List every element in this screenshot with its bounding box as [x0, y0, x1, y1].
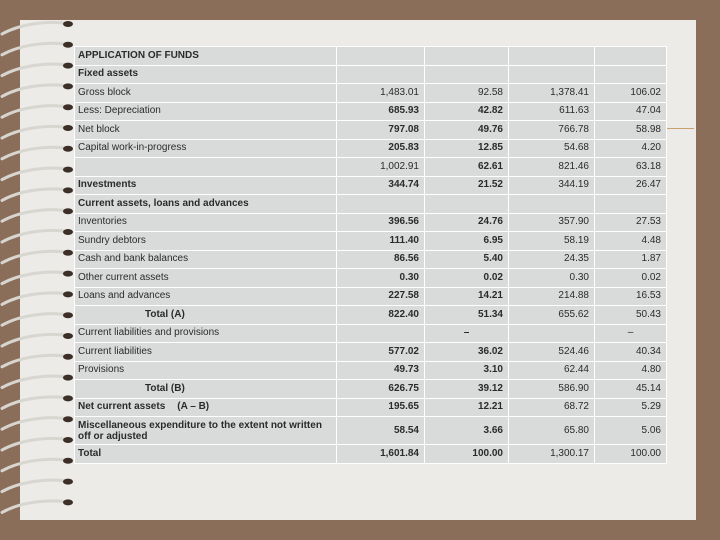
- spiral-hole: [63, 63, 73, 69]
- value-cell: [337, 195, 425, 214]
- row-label: Current assets, loans and advances: [75, 195, 337, 214]
- value-cell: 766.78: [509, 121, 595, 140]
- spiral-ring: [2, 334, 70, 346]
- spiral-hole: [63, 499, 73, 505]
- table-row: [75, 232, 667, 251]
- value-cell: 3.66: [425, 417, 509, 445]
- value-cell: 47.04: [595, 102, 667, 121]
- spiral-ring: [2, 22, 70, 34]
- value-cell: 58.98: [595, 121, 667, 140]
- row-label: APPLICATION OF FUNDS: [75, 47, 337, 66]
- row-label: Less: Depreciation: [75, 102, 337, 121]
- value-cell: 45.14: [595, 380, 667, 399]
- value-cell: 63.18: [595, 158, 667, 177]
- table-row: [75, 324, 667, 343]
- row-label: Current liabilities and provisions: [75, 324, 337, 343]
- value-cell: 58.19: [509, 232, 595, 251]
- value-cell: [509, 324, 595, 343]
- value-cell: 26.47: [595, 176, 667, 195]
- table-row: [75, 417, 667, 445]
- spiral-hole: [63, 21, 73, 27]
- row-label: Other current assets: [75, 269, 337, 288]
- spiral-hole: [63, 458, 73, 464]
- value-cell: 100.00: [595, 445, 667, 464]
- value-cell: [509, 195, 595, 214]
- spiral-hole: [63, 479, 73, 485]
- value-cell: 1,300.17: [509, 445, 595, 464]
- table-row: [75, 47, 667, 66]
- value-cell: 27.53: [595, 213, 667, 232]
- spiral-hole: [63, 104, 73, 110]
- spiral-hole: [63, 187, 73, 193]
- spiral-ring: [2, 251, 70, 263]
- value-cell: [509, 65, 595, 84]
- value-cell: 106.02: [595, 84, 667, 103]
- row-label: Net block: [75, 121, 337, 140]
- value-cell: 16.53: [595, 287, 667, 306]
- table-row: [75, 361, 667, 380]
- spiral-hole: [63, 83, 73, 89]
- spiral-hole: [63, 229, 73, 235]
- spiral-ring: [2, 355, 70, 367]
- row-label: Net current assets (A – B): [75, 398, 337, 417]
- value-cell: [337, 47, 425, 66]
- value-cell: 4.20: [595, 139, 667, 158]
- value-cell: 54.68: [509, 139, 595, 158]
- value-cell: 5.29: [595, 398, 667, 417]
- row-label: Current liabilities: [75, 343, 337, 362]
- accent-line: [664, 128, 694, 129]
- table-row: [75, 158, 667, 177]
- value-cell: 0.30: [337, 269, 425, 288]
- table-row: [75, 213, 667, 232]
- table-row: [75, 84, 667, 103]
- value-cell: 611.63: [509, 102, 595, 121]
- spiral-hole: [63, 375, 73, 381]
- row-label: Gross block: [75, 84, 337, 103]
- value-cell: 58.54: [337, 417, 425, 445]
- spiral-ring: [2, 106, 70, 118]
- spiral-ring: [2, 147, 70, 159]
- row-label: Loans and advances: [75, 287, 337, 306]
- spiral-ring: [2, 168, 70, 180]
- value-cell: 0.02: [425, 269, 509, 288]
- value-cell: 3.10: [425, 361, 509, 380]
- value-cell: 1,483.01: [337, 84, 425, 103]
- value-cell: 24.76: [425, 213, 509, 232]
- value-cell: 822.40: [337, 306, 425, 325]
- value-cell: 0.30: [509, 269, 595, 288]
- value-cell: 62.44: [509, 361, 595, 380]
- spiral-ring: [2, 314, 70, 326]
- value-cell: 1,002.91: [337, 158, 425, 177]
- row-label: Fixed assets: [75, 65, 337, 84]
- spiral-ring: [2, 189, 70, 201]
- value-cell: 214.88: [509, 287, 595, 306]
- table-row: [75, 380, 667, 399]
- value-cell: 821.46: [509, 158, 595, 177]
- row-label: Total (A): [75, 306, 337, 325]
- spiral-ring: [2, 397, 70, 409]
- value-cell: 586.90: [509, 380, 595, 399]
- value-cell: 62.61: [425, 158, 509, 177]
- value-cell: 205.83: [337, 139, 425, 158]
- value-cell: 4.48: [595, 232, 667, 251]
- row-label: Total: [75, 445, 337, 464]
- row-label: [75, 158, 337, 177]
- spiral-ring: [2, 85, 70, 97]
- value-cell: 65.80: [509, 417, 595, 445]
- spiral-hole: [63, 42, 73, 48]
- value-cell: 14.21: [425, 287, 509, 306]
- spiral-hole: [63, 354, 73, 360]
- value-cell: [595, 65, 667, 84]
- row-label: Capital work-in-progress: [75, 139, 337, 158]
- spiral-hole: [63, 312, 73, 318]
- value-cell: 577.02: [337, 343, 425, 362]
- value-cell: [425, 195, 509, 214]
- value-cell: 626.75: [337, 380, 425, 399]
- spiral-ring: [2, 64, 70, 76]
- spiral-ring: [2, 230, 70, 242]
- value-cell: 36.02: [425, 343, 509, 362]
- value-cell: 6.95: [425, 232, 509, 251]
- value-cell: [425, 65, 509, 84]
- value-cell: 39.12: [425, 380, 509, 399]
- table-row: [75, 195, 667, 214]
- value-cell: 40.34: [595, 343, 667, 362]
- value-cell: 1.87: [595, 250, 667, 269]
- value-cell: [337, 324, 425, 343]
- value-cell: 4.80: [595, 361, 667, 380]
- value-cell: 49.73: [337, 361, 425, 380]
- row-label: Investments: [75, 176, 337, 195]
- table-row: [75, 445, 667, 464]
- spiral-ring: [2, 501, 70, 513]
- value-cell: 49.76: [425, 121, 509, 140]
- spiral-hole: [63, 250, 73, 256]
- spiral-hole: [63, 395, 73, 401]
- table-row: [75, 102, 667, 121]
- table-row: [75, 65, 667, 84]
- row-label: Total (B): [75, 380, 337, 399]
- spiral-hole: [63, 167, 73, 173]
- value-cell: [595, 47, 667, 66]
- spiral-ring: [2, 480, 70, 492]
- value-cell: [337, 65, 425, 84]
- spiral-ring: [2, 272, 70, 284]
- spiral-ring: [2, 376, 70, 388]
- spiral-hole: [63, 146, 73, 152]
- table-row: [75, 176, 667, 195]
- value-cell: 50.43: [595, 306, 667, 325]
- spiral-ring: [2, 418, 70, 430]
- table-row: [75, 250, 667, 269]
- table-row: [75, 287, 667, 306]
- value-cell: [595, 195, 667, 214]
- value-cell: [509, 47, 595, 66]
- value-cell: 1,601.84: [337, 445, 425, 464]
- spiral-hole: [63, 208, 73, 214]
- value-cell: 685.93: [337, 102, 425, 121]
- spiral-ring: [2, 210, 70, 222]
- value-cell: 1,378.41: [509, 84, 595, 103]
- application-of-funds-table: [74, 46, 667, 464]
- spiral-binding-decoration: [0, 18, 80, 523]
- value-cell: 5.40: [425, 250, 509, 269]
- value-cell: 357.90: [509, 213, 595, 232]
- spiral-hole: [63, 437, 73, 443]
- spiral-ring: [2, 459, 70, 471]
- table-row: [75, 121, 667, 140]
- spiral-hole: [63, 125, 73, 131]
- table-row: [75, 306, 667, 325]
- spiral-ring: [2, 438, 70, 450]
- table-row: [75, 269, 667, 288]
- spiral-ring: [2, 293, 70, 305]
- row-label: Sundry debtors: [75, 232, 337, 251]
- value-cell: 344.19: [509, 176, 595, 195]
- spiral-hole: [63, 333, 73, 339]
- row-label: Cash and bank balances: [75, 250, 337, 269]
- value-cell: 21.52: [425, 176, 509, 195]
- table-row: [75, 398, 667, 417]
- value-cell: 51.34: [425, 306, 509, 325]
- row-label: Miscellaneous expenditure to the extent not written off or adjusted: [75, 417, 337, 445]
- value-cell: 797.08: [337, 121, 425, 140]
- value-cell: 92.58: [425, 84, 509, 103]
- value-cell: 42.82: [425, 102, 509, 121]
- spiral-hole: [63, 416, 73, 422]
- value-cell: 344.74: [337, 176, 425, 195]
- value-cell: 111.40: [337, 232, 425, 251]
- row-label: Provisions: [75, 361, 337, 380]
- spiral-hole: [63, 291, 73, 297]
- value-cell: 655.62: [509, 306, 595, 325]
- value-cell: 24.35: [509, 250, 595, 269]
- value-cell: –: [425, 324, 509, 343]
- spiral-ring: [2, 43, 70, 55]
- spiral-ring: [2, 126, 70, 138]
- value-cell: 86.56: [337, 250, 425, 269]
- value-cell: 396.56: [337, 213, 425, 232]
- value-cell: 100.00: [425, 445, 509, 464]
- value-cell: 5.06: [595, 417, 667, 445]
- row-label: Inventories: [75, 213, 337, 232]
- value-cell: –: [595, 324, 667, 343]
- value-cell: 12.85: [425, 139, 509, 158]
- value-cell: 195.65: [337, 398, 425, 417]
- value-cell: [425, 47, 509, 66]
- value-cell: 524.46: [509, 343, 595, 362]
- value-cell: 0.02: [595, 269, 667, 288]
- value-cell: 227.58: [337, 287, 425, 306]
- table-row: [75, 343, 667, 362]
- value-cell: 68.72: [509, 398, 595, 417]
- value-cell: 12.21: [425, 398, 509, 417]
- table-row: [75, 139, 667, 158]
- spiral-hole: [63, 271, 73, 277]
